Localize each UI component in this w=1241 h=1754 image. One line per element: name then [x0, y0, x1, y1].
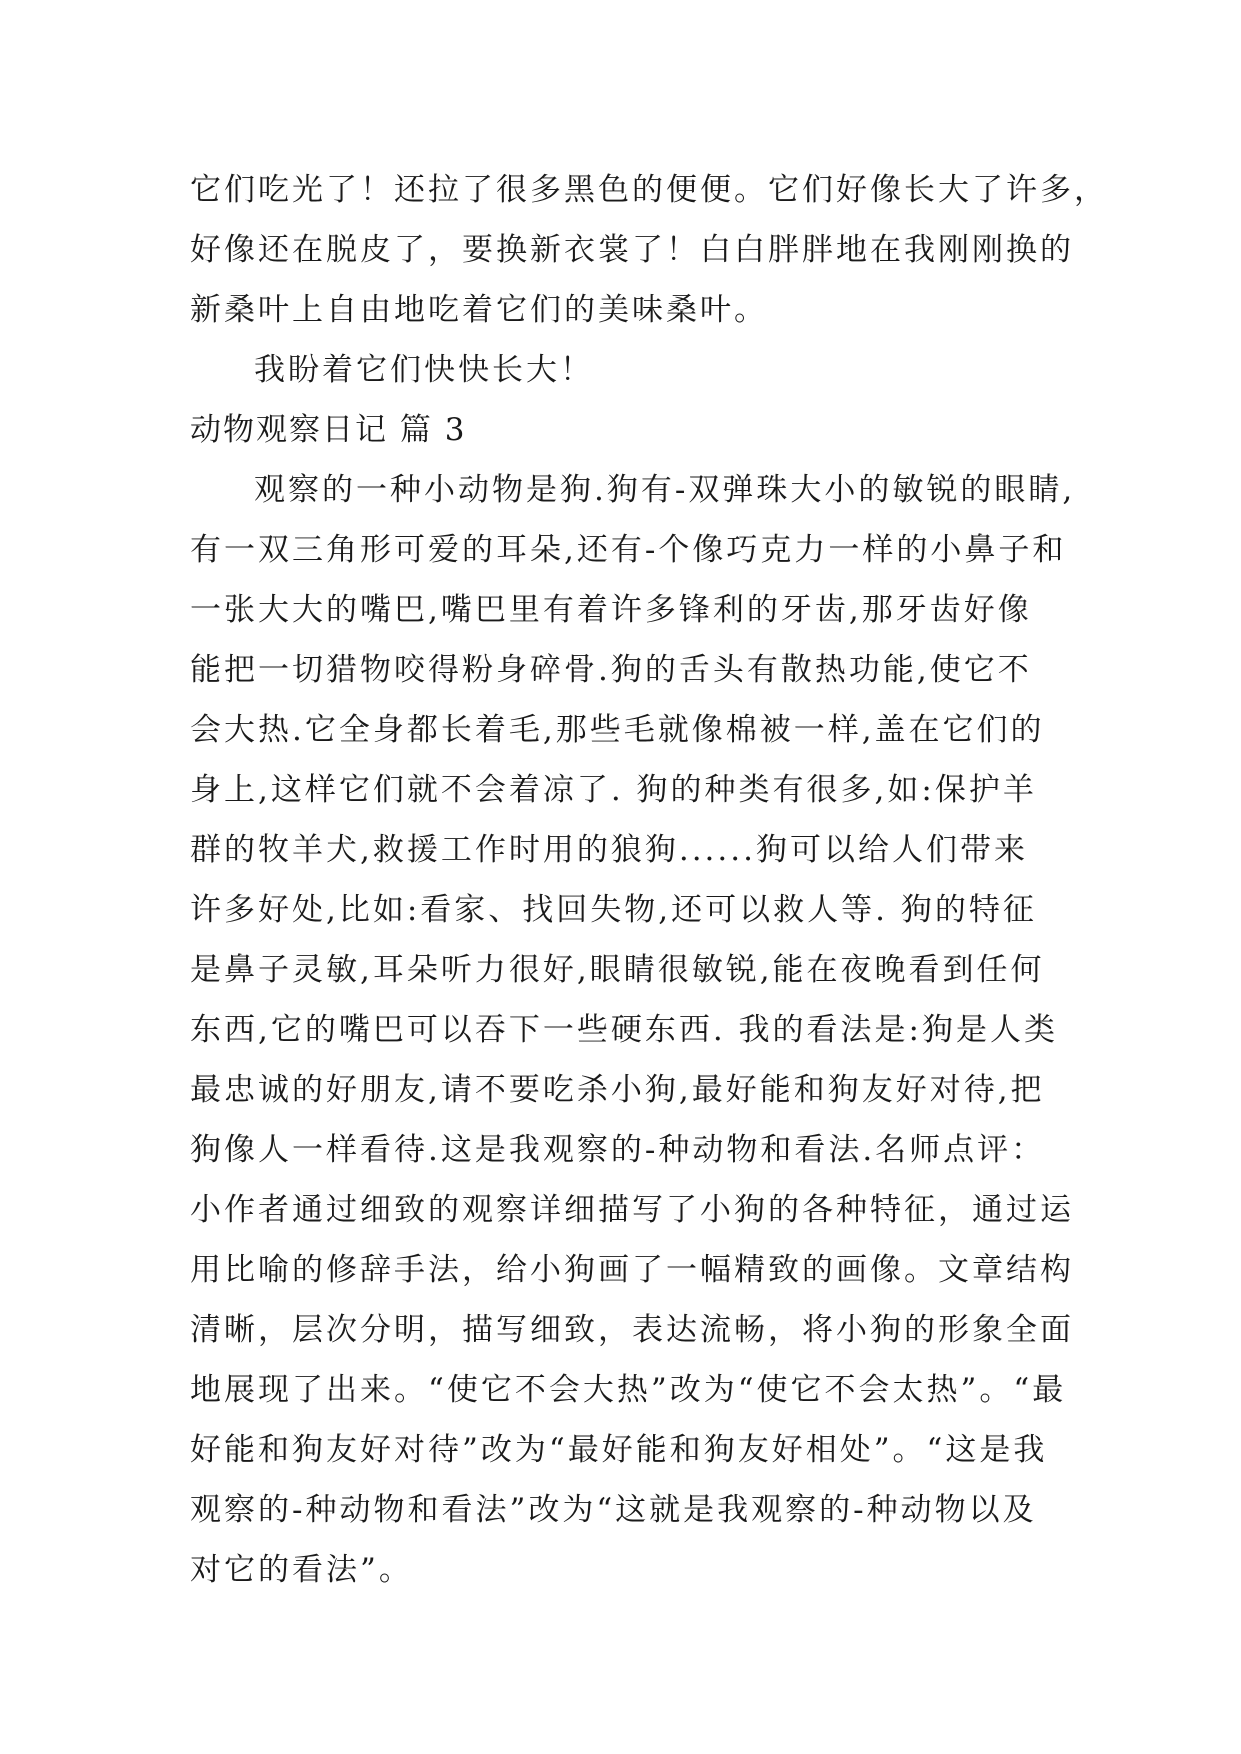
paragraph-line: 用比喻的修辞手法，给小狗画了一幅精致的画像。文章结构	[190, 1252, 1074, 1288]
paragraph-line: 小作者通过细致的观察详细描写了小狗的各种特征，通过运	[190, 1192, 1074, 1228]
paragraph-line: 狗像人一样看待.这是我观察的-种动物和看法.名师点评：	[190, 1132, 1046, 1168]
document-text	[190, 160, 1108, 1600]
paragraph-line: 新桑叶上自由地吃着它们的美味桑叶。	[190, 292, 768, 328]
paragraph-line: 好像还在脱皮了，要换新衣裳了！白白胖胖地在我刚刚换的	[190, 232, 1074, 268]
paragraph-line: 许多好处,比如:看家、找回失物,还可以救人等. 狗的特征	[190, 892, 1037, 928]
paragraph-line: 身上,这样它们就不会着凉了. 狗的种类有很多,如:保护羊	[190, 772, 1037, 808]
paragraph-line: 是鼻子灵敏,耳朵听力很好,眼睛很敏锐,能在夜晚看到任何	[190, 952, 1045, 988]
paragraph-line: 观察的一种小动物是狗.狗有-双弹珠大小的敏锐的眼睛,	[254, 472, 1076, 508]
paragraph-line: 能把一切猎物咬得粉身碎骨.狗的舌头有散热功能,使它不	[190, 652, 1032, 688]
paragraph-line: 最忠诚的好朋友,请不要吃杀小狗,最好能和狗友好对待,把	[190, 1072, 1045, 1108]
paragraph-line: 好能和狗友好对待”改为“最好能和狗友好相处”。“这是我	[190, 1432, 1048, 1468]
paragraph-line: 它们吃光了！还拉了很多黑色的便便。它们好像长大了许多，	[190, 172, 1108, 208]
paragraph-line: 清晰，层次分明，描写细致，表达流畅，将小狗的形象全面	[190, 1312, 1074, 1348]
paragraph-line: 会大热.它全身都长着毛,那些毛就像棉被一样,盖在它们的	[190, 712, 1045, 748]
closing-line: 我盼着它们快快长大！	[254, 352, 594, 388]
paragraph-line: 东西,它的嘴巴可以吞下一些硬东西. 我的看法是:狗是人类	[190, 1012, 1059, 1048]
paragraph-line: 地展现了出来。“使它不会大热”改为“使它不会太热”。“最	[190, 1372, 1067, 1408]
paragraph-line: 一张大大的嘴巴,嘴巴里有着许多锋利的牙齿,那牙齿好像	[190, 592, 1032, 628]
paragraph-line: 群的牧羊犬,救援工作时用的狼狗......狗可以给人们带来	[190, 832, 1028, 868]
section-title: 动物观察日记 篇 3	[190, 412, 467, 448]
paragraph-line: 对它的看法”。	[190, 1552, 413, 1588]
paragraph-line: 有一双三角形可爱的耳朵,还有-个像巧克力一样的小鼻子和	[190, 532, 1067, 568]
paragraph-line: 观察的-种动物和看法”改为“这就是我观察的-种动物以及	[190, 1492, 1037, 1528]
